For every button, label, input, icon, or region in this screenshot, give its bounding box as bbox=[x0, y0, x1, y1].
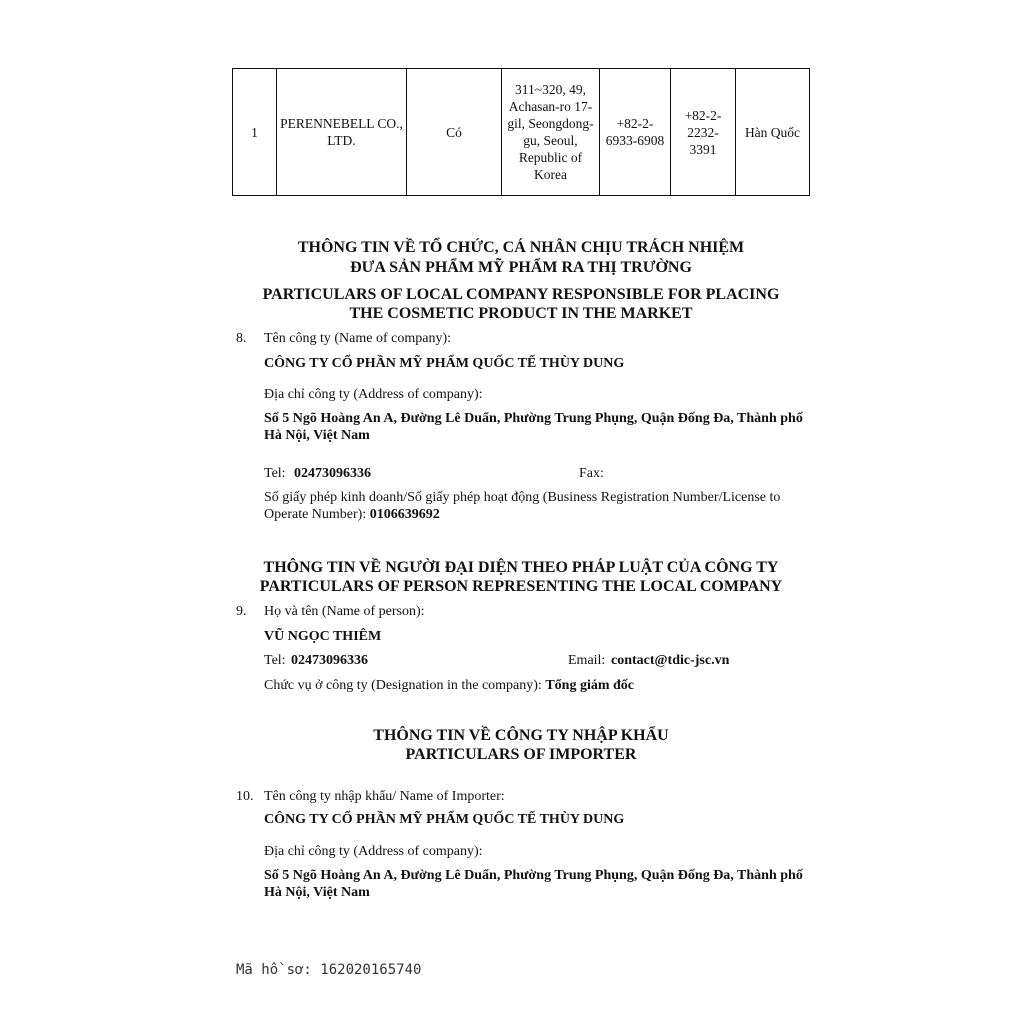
designation-label: Chức vụ ở công ty (Designation in the company): bbox=[264, 678, 542, 693]
local-title-en-1: PARTICULARS OF LOCAL COMPANY RESPONSIBLE FOR PLACING bbox=[262, 286, 780, 303]
importer-title-en: PARTICULARS OF IMPORTER bbox=[405, 746, 637, 763]
license-value: 0106639692 bbox=[369, 507, 440, 522]
local-title-vi-2: ĐƯA SẢN PHẨM MỸ PHẨM RA THỊ TRƯỜNG bbox=[350, 259, 692, 276]
importer-address-value: Số 5 Ngõ Hoàng An A, Đường Lê Duẩn, Phường Trung Phụng, Quận Đống Đa, Thành phố Hà Nội, Việt Nam bbox=[264, 868, 803, 900]
license-label: Số giấy phép kinh doanh/Số giấy phép hoạt động (Business Registration Number/License to Operate Number): bbox=[264, 490, 781, 522]
importer-name-value: CÔNG TY CỔ PHẦN MỸ PHẨM QUỐC TẾ THÙY DUNG bbox=[264, 812, 625, 827]
company-address-label: Địa chỉ công ty (Address of company): bbox=[264, 387, 483, 402]
person-tel-value: 02473096336 bbox=[291, 653, 368, 668]
license-text bbox=[264, 489, 812, 523]
cell-tel: +82-2-6933-6908 bbox=[600, 69, 671, 196]
cell-fax: +82-2-2232-3391 bbox=[671, 69, 736, 196]
person-title-vi: THÔNG TIN VỀ NGƯỜI ĐẠI DIỆN THEO PHÁP LUẬT CỦA CÔNG TY bbox=[263, 559, 779, 576]
person-tel-label: Tel: bbox=[264, 653, 286, 668]
cell-flag: Có bbox=[407, 69, 502, 196]
manufacturer-table bbox=[232, 68, 810, 196]
designation-text bbox=[264, 677, 634, 694]
company-address-value: Số 5 Ngõ Hoàng An A, Đường Lê Duẩn, Phường Trung Phụng, Quận Đống Đa, Thành phố Hà Nội, Việt Nam bbox=[264, 411, 803, 443]
company-name-label: Tên công ty (Name of company): bbox=[264, 331, 451, 346]
designation-value: Tổng giám đốc bbox=[545, 678, 635, 693]
item-number-8: 8. bbox=[236, 331, 247, 346]
person-name-value: VŨ NGỌC THIÊM bbox=[264, 629, 382, 644]
cell-country: Hàn Quốc bbox=[736, 69, 810, 196]
person-email-label: Email: bbox=[568, 653, 606, 668]
importer-title-vi: THÔNG TIN VỀ CÔNG TY NHẬP KHẨU bbox=[373, 727, 669, 744]
person-name-label: Họ và tên (Name of person): bbox=[264, 604, 425, 619]
local-title-vi-1: THÔNG TIN VỀ TỔ CHỨC, CÁ NHÂN CHỊU TRÁCH NHIỆM bbox=[297, 239, 745, 256]
table-row bbox=[233, 69, 810, 196]
cell-company: PERENNEBELL CO., LTD. bbox=[277, 69, 407, 196]
item-number-10: 10. bbox=[236, 789, 254, 804]
cell-address: 311~320, 49, Achasan-ro 17-gil, Seongdong-gu, Seoul, Republic of Korea bbox=[502, 69, 600, 196]
cell-no: 1 bbox=[233, 69, 277, 196]
importer-name-label: Tên công ty nhập khẩu/ Name of Importer: bbox=[264, 789, 505, 804]
company-tel-value: 02473096336 bbox=[294, 466, 371, 481]
importer-address-label: Địa chỉ công ty (Address of company): bbox=[264, 844, 483, 859]
company-name-value: CÔNG TY CỔ PHẦN MỸ PHẨM QUỐC TẾ THÙY DUNG bbox=[264, 356, 625, 371]
company-fax-label: Fax: bbox=[579, 466, 604, 481]
item-number-9: 9. bbox=[236, 604, 247, 619]
company-tel-label: Tel: bbox=[264, 466, 286, 481]
person-title-en: PARTICULARS OF PERSON REPRESENTING THE LOCAL COMPANY bbox=[259, 578, 783, 595]
local-title-en-2: THE COSMETIC PRODUCT IN THE MARKET bbox=[349, 305, 693, 322]
dossier-number: Mã hồ sơ: 162020165740 bbox=[236, 962, 422, 978]
person-email-value: contact@tdic-jsc.vn bbox=[611, 653, 730, 668]
